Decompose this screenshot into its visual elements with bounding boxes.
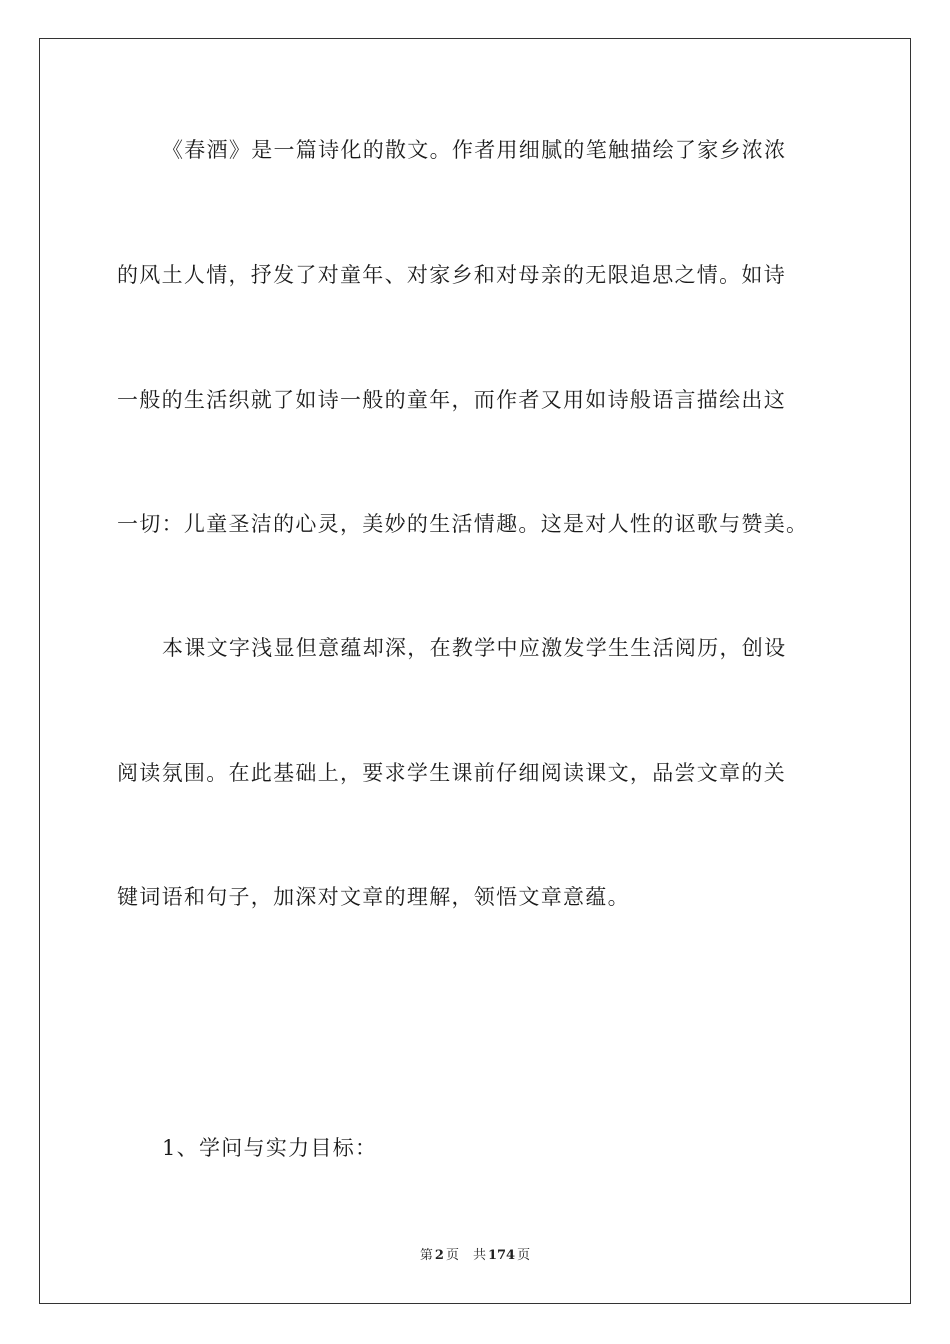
footer-total-pages: 174	[487, 1248, 516, 1263]
footer-prefix: 第	[419, 1248, 433, 1263]
paragraph-2-line-1: 本课文字浅显但意蕴却深，在教学中应激发学生生活阅历，创设	[162, 636, 787, 660]
section-heading: 1、学问与实力目标：	[162, 1136, 378, 1160]
paragraph-2-line-3: 键词语和句子，加深对文章的理解，领悟文章意蕴。	[117, 885, 630, 909]
paragraph-1-line-3: 一般的生活织就了如诗一般的童年，而作者又用如诗般语言描绘出这	[117, 388, 786, 412]
paragraph-1-line-4: 一切：儿童圣洁的心灵，美妙的生活情趣。这是对人性的讴歌与赞美。	[117, 512, 809, 536]
footer-total-suffix: 页	[517, 1248, 531, 1263]
footer-page-number: 2	[434, 1248, 444, 1263]
page-frame	[39, 38, 911, 1304]
footer-total-prefix: 共	[472, 1248, 486, 1263]
paragraph-1-line-1: 《春酒》是一篇诗化的散文。作者用细腻的笔触描绘了家乡浓浓	[162, 138, 787, 162]
paragraph-2-line-2: 阅读氛围。在此基础上，要求学生课前仔细阅读课文，品尝文章的关	[117, 761, 786, 785]
paragraph-1-line-2: 的风土人情，抒发了对童年、对家乡和对母亲的无限追思之情。如诗	[117, 263, 786, 287]
page-footer	[0, 1247, 950, 1265]
footer-page-suffix: 页	[445, 1248, 459, 1263]
